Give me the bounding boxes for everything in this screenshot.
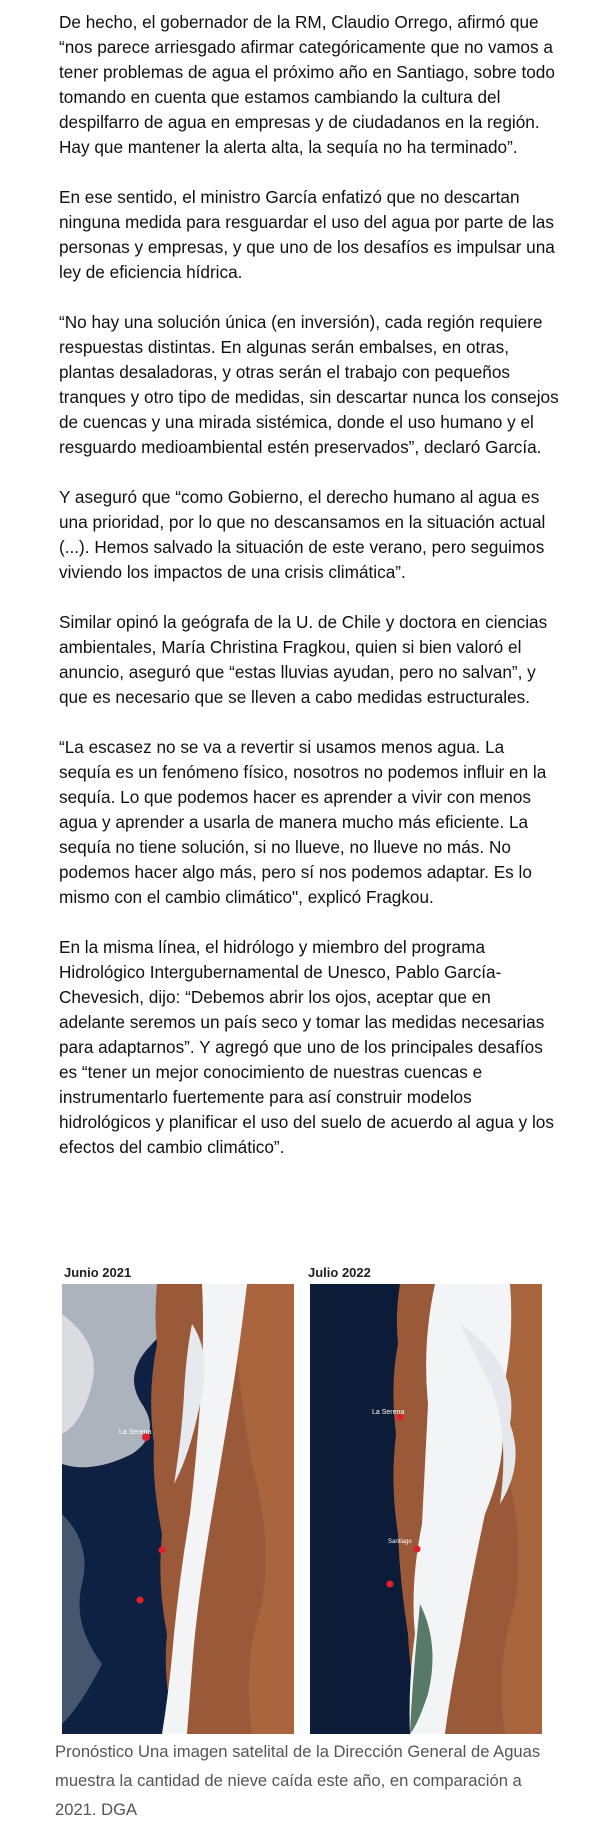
city-label-la-serena: La Serena: [119, 1429, 152, 1436]
paragraph-orrego: De hecho, el gobernador de la RM, Claudio Orrego, afirmó que “nos parece arriesgado afirmar categóricamente que no vamos a tener problemas de agua el próximo año en Santiago, sobre todo tomando en cuenta que estamos cambiando la cultura del despilfarro de agua en empresas y de ciudadanos en la región. Hay que mantener la alerta alta, la sequía no ha terminado”.: [59, 12, 555, 157]
paragraph-garcia-quote: “No hay una solución única (en inversión), cada región requiere respuestas distintas. En algunas serán embalses, en otras, plantas desaladoras, y otras serán el trabajo con pequeños tranques y otro tipo de medidas, sin descartar nunca los consejos de cuencas y una mirada sistémica, donde el uso humano y el resguardo medioambiental estén preservados”, declaró García.: [59, 312, 559, 457]
article-body: [59, 10, 559, 1185]
marker-south-2022: [387, 1581, 394, 1588]
satellite-image-june-2021: [62, 1284, 294, 1734]
city-label-la-serena-2022: La Serena: [372, 1409, 405, 1416]
paragraph-fragkou-quote: “La escasez no se va a revertir si usamos menos agua. La sequía es un fenómeno físico, nosotros no podemos influir en la sequía. Lo que podemos hacer es aprender a vivir con menos agua y aprender a usarla de manera mucho más eficiente. La sequía no tiene solución, si no llueve, no llueve no más. No podemos hacer algo más, pero sí nos podemos adaptar. Es lo mismo con el cambio climático", explicó Fragkou.: [59, 737, 547, 907]
satellite-image-july-2022: [310, 1284, 542, 1734]
paragraph-government: Y aseguró que “como Gobierno, el derecho humano al agua es una prioridad, por lo que no descansamos en la situación actual (...). Hemos salvado la situación de este verano, pero seguimos viviendo los impactos de una crisis climática”.: [59, 487, 546, 582]
figure-caption: Pronóstico Una imagen satelital de la Dirección General de Aguas muestra la cantidad de nieve caída este año, en comparación a 2021. DGA: [55, 1742, 541, 1819]
marker-santiago-2022: [414, 1546, 421, 1553]
marker-santiago: [159, 1547, 166, 1554]
satellite-figure: [54, 1254, 556, 1734]
left-image-label: Junio 2021: [64, 1265, 132, 1280]
city-label-santiago-2022: Santiago: [388, 1539, 412, 1545]
paragraph-fragkou-intro: Similar opinó la geógrafa de la U. de Chile y doctora en ciencias ambientales, María Christina Fragkou, quien si bien valoró el anuncio, aseguró que “estas lluvias ayudan, pero no salvan”, y que es necesario que se lleven a cabo medidas estructurales.: [59, 612, 548, 707]
marker-south: [137, 1597, 144, 1604]
paragraph-garcia-measures: En ese sentido, el ministro García enfatizó que no descartan ninguna medida para resguardar el uso del agua por parte de las personas y empresas, y que uno de los desafíos es impulsar una ley de eficiencia hídrica.: [59, 187, 555, 282]
paragraph-garcia-chevesich: En la misma línea, el hidrólogo y miembro del programa Hidrológico Intergubernamental de Unesco, Pablo García-Chevesich, dijo: “Debemos abrir los ojos, aceptar que en adelante seremos un país seco y tomar las medidas necesarias para adaptarnos”. Y agregó que uno de los principales desafíos es “tener un mejor conocimiento de nuestras cuencas e instrumentarlo fuertemente para así construir modelos hidrológicos y planificar el uso del suelo de acuerdo al agua y los efectos del cambio climático”.: [59, 937, 554, 1157]
right-image-label: Julio 2022: [308, 1265, 371, 1280]
